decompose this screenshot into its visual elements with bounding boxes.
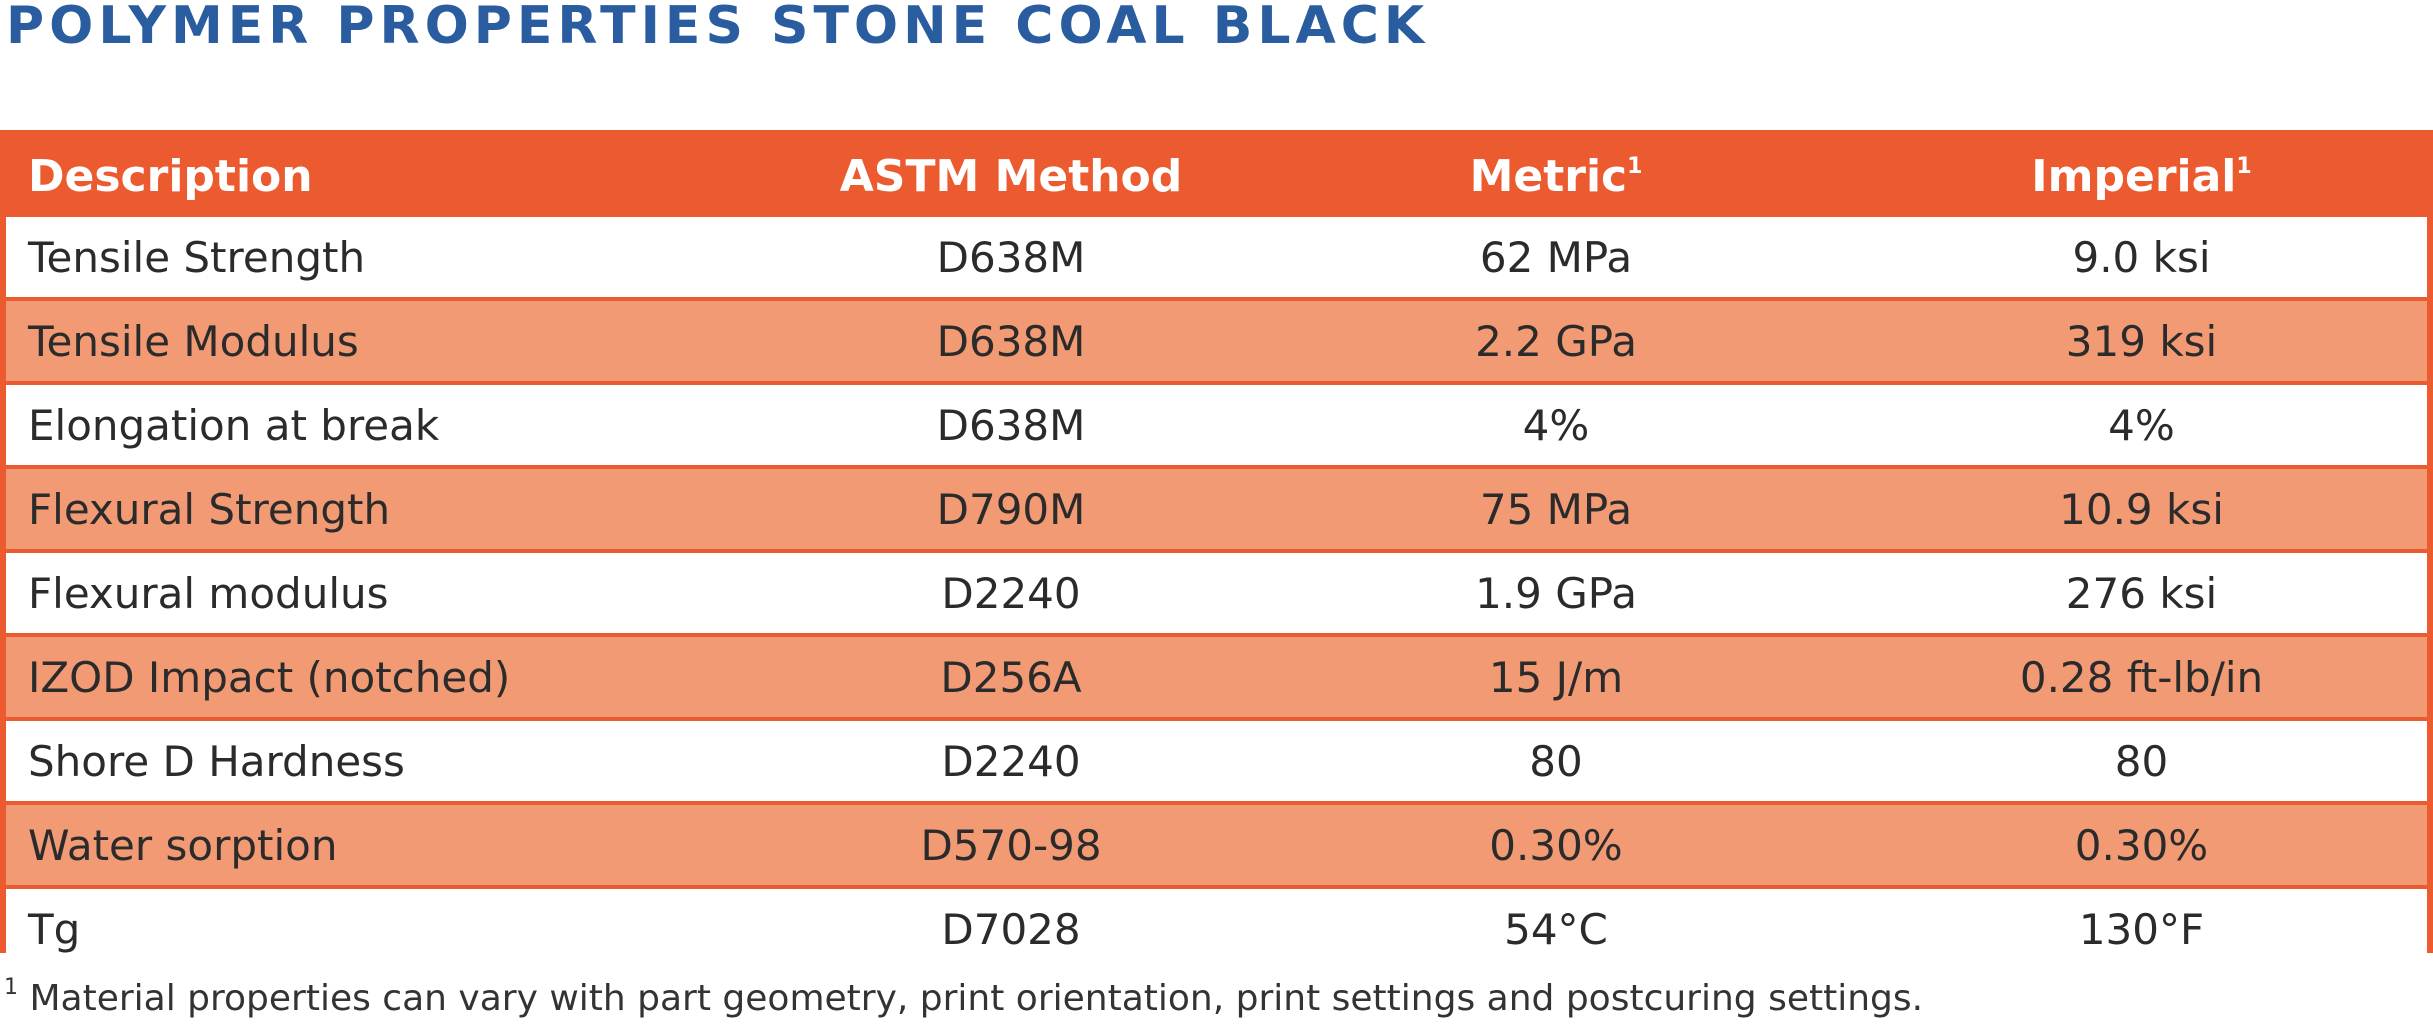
column-header-astm-method: ASTM Method <box>766 136 1256 217</box>
cell-imperial: 10.9 ksi <box>1856 467 2427 551</box>
page-title: POLYMER PROPERTIES STONE COAL BLACK <box>6 0 1430 56</box>
table-header-row <box>6 136 2427 217</box>
table-body <box>6 217 2427 969</box>
cell-metric: 54°C <box>1256 887 1856 969</box>
cell-description: Water sorption <box>6 803 766 887</box>
cell-astm-method: D256A <box>766 635 1256 719</box>
table-row <box>6 887 2427 969</box>
cell-metric: 0.30% <box>1256 803 1856 887</box>
footnote-marker: 1 <box>1627 154 1643 179</box>
cell-metric: 2.2 GPa <box>1256 299 1856 383</box>
footnote-text: Material properties can vary with part geometry, print orientation, print settings and postcuring settings. <box>29 978 1924 1019</box>
cell-astm-method: D638M <box>766 383 1256 467</box>
footnote-marker: 1 <box>2236 154 2252 179</box>
cell-imperial: 80 <box>1856 719 2427 803</box>
cell-imperial: 0.30% <box>1856 803 2427 887</box>
cell-astm-method: D790M <box>766 467 1256 551</box>
cell-metric: 4% <box>1256 383 1856 467</box>
cell-astm-method: D638M <box>766 299 1256 383</box>
table-row <box>6 719 2427 803</box>
column-header-metric <box>1256 136 1856 217</box>
cell-metric: 80 <box>1256 719 1856 803</box>
cell-imperial: 0.28 ft-lb/in <box>1856 635 2427 719</box>
table-row <box>6 803 2427 887</box>
cell-metric: 15 J/m <box>1256 635 1856 719</box>
table-row <box>6 467 2427 551</box>
cell-description: IZOD Impact (notched) <box>6 635 766 719</box>
cell-astm-method: D638M <box>766 217 1256 299</box>
cell-astm-method: D2240 <box>766 719 1256 803</box>
cell-metric: 1.9 GPa <box>1256 551 1856 635</box>
table-row <box>6 299 2427 383</box>
cell-imperial: 130°F <box>1856 887 2427 969</box>
cell-metric: 75 MPa <box>1256 467 1856 551</box>
cell-astm-method: D2240 <box>766 551 1256 635</box>
table-row <box>6 635 2427 719</box>
cell-description: Flexural modulus <box>6 551 766 635</box>
cell-astm-method: D570-98 <box>766 803 1256 887</box>
cell-description: Flexural Strength <box>6 467 766 551</box>
table-row <box>6 551 2427 635</box>
table-row <box>6 383 2427 467</box>
column-header-description: Description <box>6 136 766 217</box>
column-header-imperial-label: Imperial <box>2031 151 2237 202</box>
cell-imperial: 9.0 ksi <box>1856 217 2427 299</box>
cell-metric: 62 MPa <box>1256 217 1856 299</box>
properties-table <box>0 130 2433 953</box>
cell-imperial: 276 ksi <box>1856 551 2427 635</box>
cell-imperial: 4% <box>1856 383 2427 467</box>
cell-imperial: 319 ksi <box>1856 299 2427 383</box>
cell-astm-method: D7028 <box>766 887 1256 969</box>
column-header-imperial <box>1856 136 2427 217</box>
table-row <box>6 217 2427 299</box>
cell-description: Shore D Hardness <box>6 719 766 803</box>
cell-description: Elongation at break <box>6 383 766 467</box>
cell-description: Tensile Modulus <box>6 299 766 383</box>
cell-description: Tensile Strength <box>6 217 766 299</box>
cell-description: Tg <box>6 887 766 969</box>
footnote <box>4 975 1923 1019</box>
column-header-metric-label: Metric <box>1469 151 1628 202</box>
footnote-mark: 1 <box>4 975 18 1000</box>
